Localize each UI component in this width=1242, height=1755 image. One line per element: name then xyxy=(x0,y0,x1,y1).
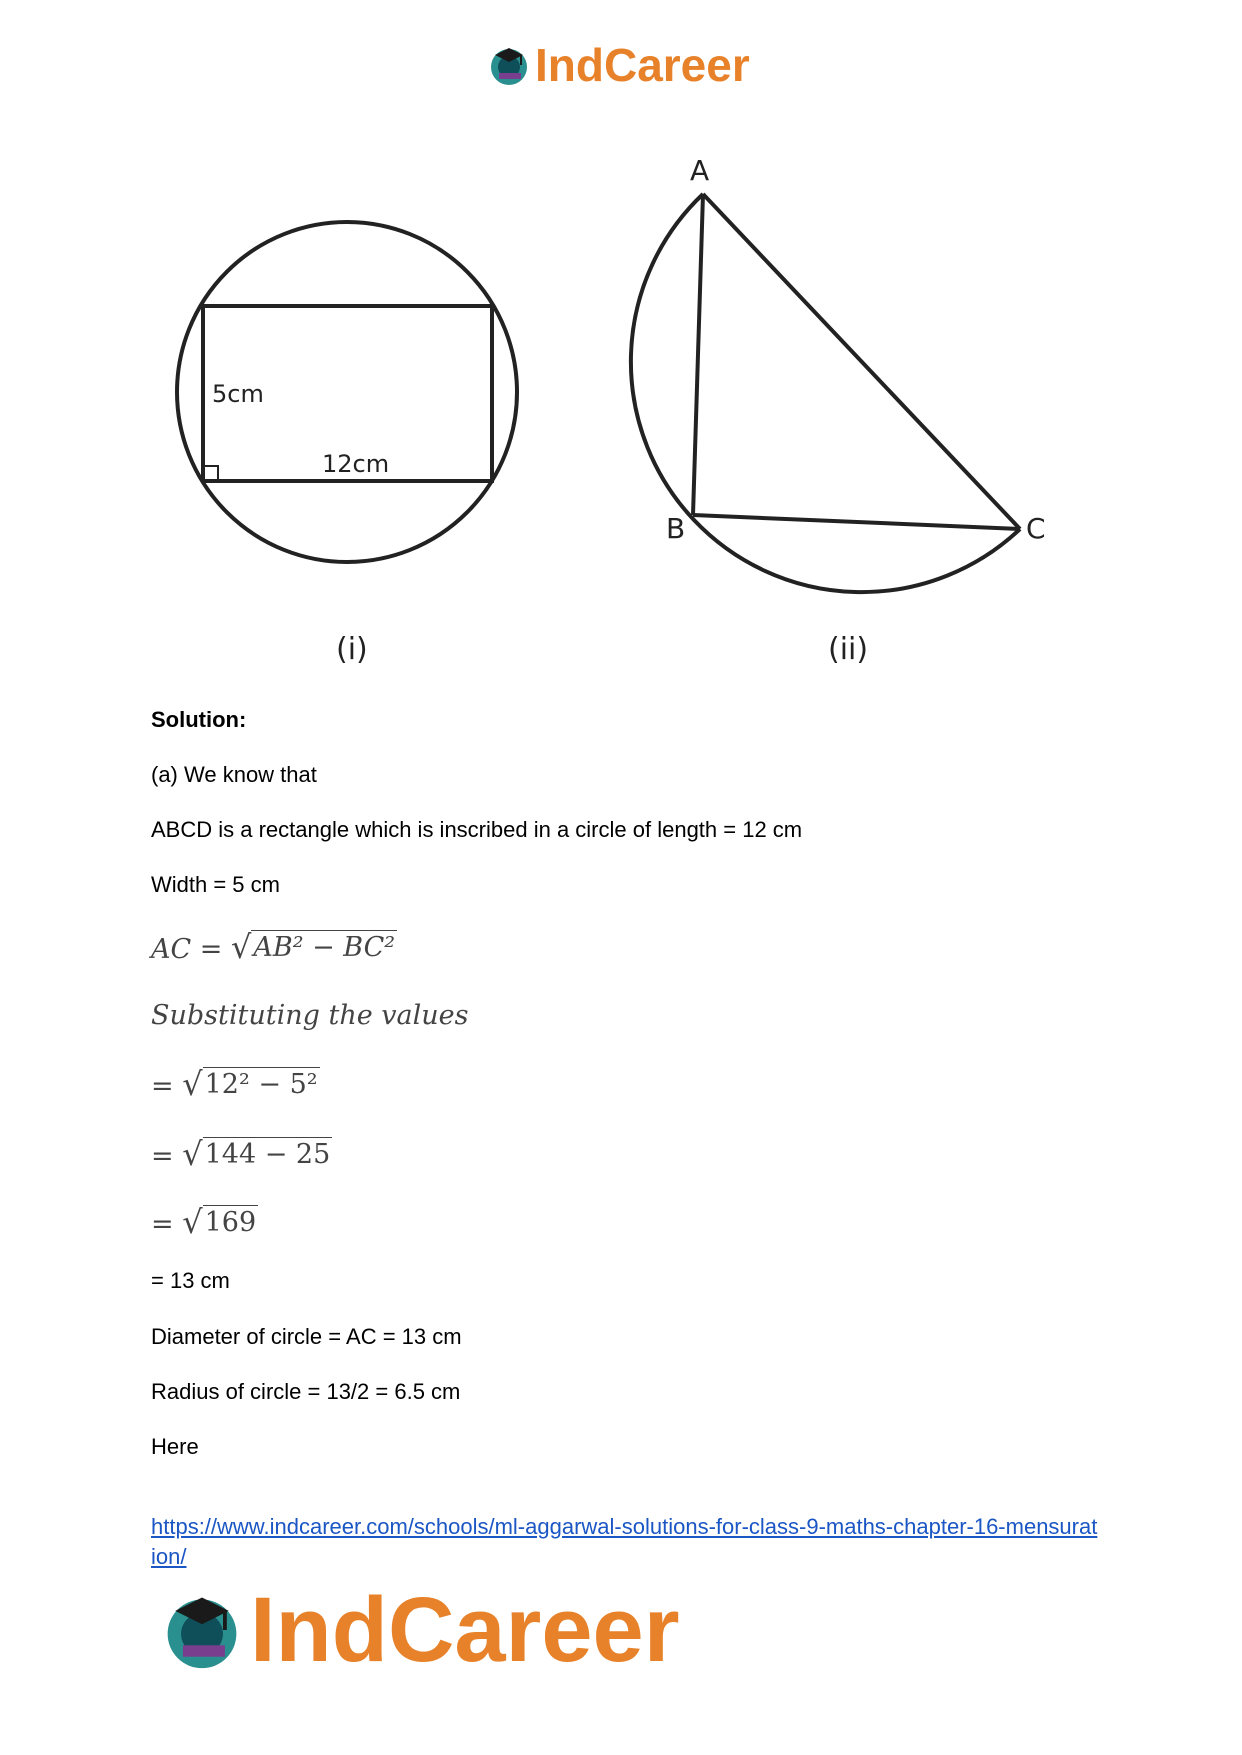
step-1-radicand: 12² − 5² xyxy=(204,1069,318,1100)
solution-line-3: Width = 5 cm xyxy=(151,872,280,897)
figure-ii xyxy=(631,154,1046,667)
bottom-logo xyxy=(160,1578,680,1681)
formula-ac xyxy=(151,929,397,968)
height-label: 5cm xyxy=(212,380,264,408)
caption-i: (i) xyxy=(336,632,368,667)
substituting-label: Substituting the values xyxy=(151,1000,469,1031)
graduation-cap-book-icon xyxy=(487,43,531,87)
formula-radicand: AB² − BC² xyxy=(253,932,396,963)
step-2-radicand: 144 − 25 xyxy=(204,1139,331,1170)
step-1: = √ 12² − 5² xyxy=(151,1065,318,1103)
width-label: 12cm xyxy=(322,450,390,478)
vertex-c-label: C xyxy=(1026,512,1046,545)
brand-wordmark: IndCareer xyxy=(535,39,750,91)
substituting-text xyxy=(151,998,469,1034)
sqrt-expression: √ AB² − BC² xyxy=(230,928,396,966)
vertex-a-label: A xyxy=(690,154,710,187)
figure-i xyxy=(177,222,517,667)
step-3: = √ 169 xyxy=(151,1203,257,1241)
right-angle-mark xyxy=(203,466,218,481)
graduation-cap-book-icon xyxy=(160,1588,244,1672)
step-2: = √ 144 − 25 xyxy=(151,1135,331,1173)
source-link[interactable]: https://www.indcareer.com/schools/ml-aggarwal-solutions-for-class-9-maths-chapter-16-mensuration/ xyxy=(151,1514,1098,1569)
geometry-figures xyxy=(160,150,1080,670)
solution-line-2: ABCD is a rectangle which is inscribed in a circle of length = 12 cm xyxy=(151,817,803,842)
side-ab xyxy=(693,194,703,515)
radius-line: Radius of circle = 13/2 = 6.5 cm xyxy=(151,1379,461,1404)
diameter-line: Diameter of circle = AC = 13 cm xyxy=(151,1324,462,1349)
vertex-b-label: B xyxy=(666,512,686,545)
side-bc xyxy=(693,515,1020,529)
solution-heading: Solution: xyxy=(151,707,247,732)
formula-lhs: AC = xyxy=(151,934,223,965)
result-line: = 13 cm xyxy=(151,1268,230,1293)
step-3-radicand: 169 xyxy=(204,1207,257,1238)
semicircle-arc xyxy=(631,194,1020,592)
top-logo xyxy=(487,40,750,90)
here-line: Here xyxy=(151,1434,199,1459)
solution-line-1: (a) We know that xyxy=(151,762,317,787)
side-ac xyxy=(703,194,1020,529)
caption-ii: (ii) xyxy=(828,632,869,667)
brand-wordmark-large: IndCareer xyxy=(250,1578,680,1681)
